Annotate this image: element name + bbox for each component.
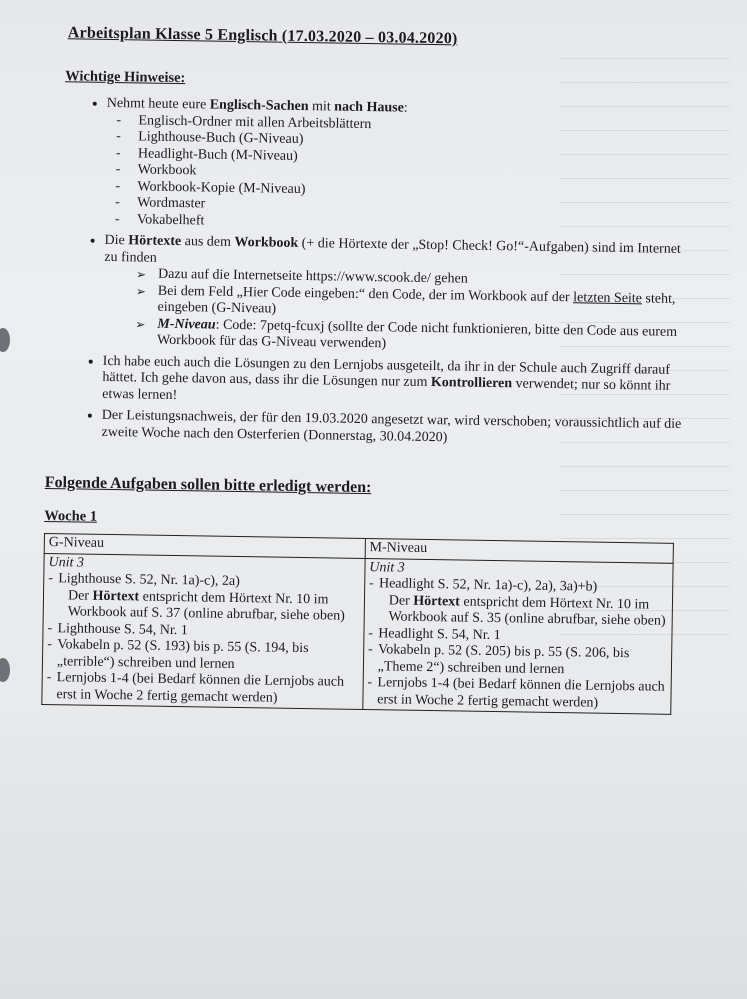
list-item: - Vokabeln p. 52 (S. 205) bis p. 55 (S. 206, bis „Theme 2“) schreiben und lernen xyxy=(368,642,668,680)
column-header-g: G-Niveau xyxy=(44,533,365,558)
materials-list xyxy=(105,112,689,237)
note-audio-texts: • Die Hörtexte aus dem Workbook (+ die Hörtexte der „Stop! Check! Go!“-Aufgaben) sind im Internet zu finden ➢ Dazu auf die Internetseite https://www.scook.de/ gehen ➢ Bei dem Feld „Hier Code eingeben:“ den Code, der im Workbook auf der letzten Seite steht, eingeben (G-Niveau) ➢ M-Niveau: Code: 7petq-fcuxj (sollte der Code nicht funktionieren, bitte den Code aus eurem Workbook für das G-Niveau verwenden) xyxy=(103,233,687,358)
list-item: ➢ M-Niveau: Code: 7petq-fcuxj (sollte der Code nicht funktionieren, bitte den Code aus eurem Workbook für das G-Niveau verwenden) xyxy=(135,316,685,358)
list-item: - Lighthouse S. 54, Nr. 1 xyxy=(47,621,359,642)
list-item: - Lernjobs 1-4 (bei Bedarf können die Lernjobs auch erst in Woche 2 fertig gemacht werden) xyxy=(46,670,358,708)
list-item: - Lighthouse S. 52, Nr. 1a)-c), 2a) Der Hörtext entspricht dem Hörtext Nr. 10 im Workbook auf S. 37 (online abrufbar, siehe oben) xyxy=(48,571,361,625)
unit-label: Unit 3 xyxy=(48,554,85,571)
page-title: Arbeitsplan Klasse 5 Englisch (17.03.2020 – 03.04.2020) xyxy=(67,24,458,48)
list-item: - Headlight S. 52, Nr. 1a)-c), 2a), 3a)+b) Der Hörtext entspricht dem Hörtext Nr. 10 im Workbook auf S. 35 (online abrufbar, siehe oben) xyxy=(368,576,668,630)
notes-list xyxy=(43,95,688,450)
punch-hole xyxy=(0,328,10,352)
list-item: - Englisch-Ordner mit allen Arbeitsblättern xyxy=(116,113,688,138)
list-item: - Wordmaster xyxy=(115,195,687,220)
unit-label: Unit 3 xyxy=(369,559,405,576)
list-item: - Headlight-Buch (M-Niveau) xyxy=(116,146,688,171)
list-item: - Vokabeln p. 52 (S. 193) bis p. 55 (S. 194, bis „terrible“) schreiben und lernen xyxy=(47,637,359,675)
g-niveau-cell xyxy=(42,553,365,710)
list-item: ➢ Dazu auf die Internetseite https://www.scook.de/ gehen xyxy=(136,266,686,291)
note-take-home: • Nehmt heute eure Englisch-Sachen mit nach Hause: - Englisch-Ordner mit allen Arbeitsblättern - Lighthouse-Buch (G-Niveau) - Headlight-Buch (M-Niveau) - Workbook - Workbook-Kopie (M-Niveau) - Wordmaster - Vokabelheft xyxy=(105,96,689,237)
week-heading: Woche 1 xyxy=(44,507,98,525)
list-item: - Workbook xyxy=(116,162,688,187)
table-row xyxy=(42,553,673,714)
list-item: - Lernjobs 1-4 (bei Bedarf können die Lernjobs auch erst in Woche 2 fertig gemacht werden) xyxy=(367,675,667,713)
m-niveau-cell xyxy=(363,558,674,714)
punch-hole xyxy=(0,658,10,682)
column-header-m: M-Niveau xyxy=(365,539,673,563)
note-solutions: • Ich habe euch auch die Lösungen zu den Lernjobs ausgeteilt, da ihr in der Schule auch Zugriff darauf hättet. Ich gehe davon aus, dass ihr die Lösungen nur zum Kontrollieren verwendet; nur so könnt ihr etwas lernen! xyxy=(102,353,685,412)
tasks-table xyxy=(41,533,674,715)
list-item: - Vokabelheft xyxy=(115,212,687,237)
list-item: - Headlight S. 54, Nr. 1 xyxy=(368,626,667,647)
list-item: ➢ Bei dem Feld „Hier Code eingeben:“ den Code, der im Workbook auf der letzten Seite steht, eingeben (G-Niveau) xyxy=(135,283,685,325)
notes-heading: Wichtige Hinweise: xyxy=(65,68,186,87)
document-page xyxy=(39,24,690,715)
list-item: - Lighthouse-Buch (G-Niveau) xyxy=(116,129,688,154)
audio-steps xyxy=(103,266,686,358)
list-item: - Workbook-Kopie (M-Niveau) xyxy=(115,179,687,204)
note-exam: • Der Leistungsnachweis, der für den 19.03.2020 angesetzt war, wird verschoben; voraussichtlich auf die zweite Woche nach den Osterferien (Donnerstag, 30.04.2020) xyxy=(101,408,683,450)
tasks-heading: Folgende Aufgaben sollen bitte erledigt werden: xyxy=(44,473,372,497)
